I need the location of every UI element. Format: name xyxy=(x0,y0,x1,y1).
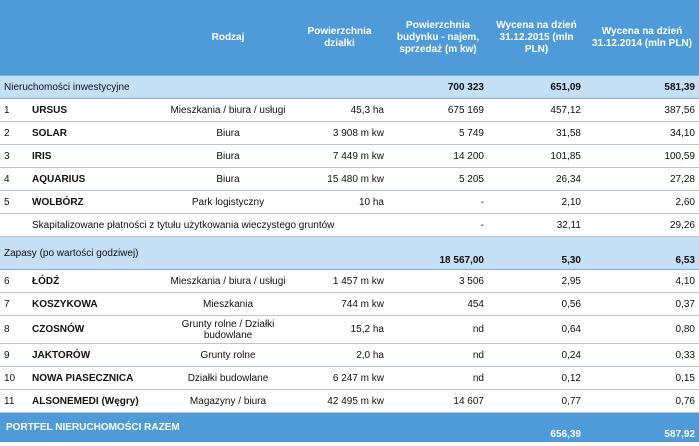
row-dzialka: 7 449 m kw xyxy=(291,145,388,168)
row-number: 5 xyxy=(0,191,28,214)
section-zapasy xyxy=(0,237,699,270)
row-rodzaj: Biura xyxy=(165,145,291,168)
table-row xyxy=(0,191,699,214)
row-number: 10 xyxy=(0,367,28,390)
header-rodzaj: Rodzaj xyxy=(165,0,291,76)
row-w2014: 0,33 xyxy=(585,344,699,367)
table-row xyxy=(0,168,699,191)
row-budynek: - xyxy=(388,191,488,214)
table-row xyxy=(0,99,699,122)
row-dzialka: 10 ha xyxy=(291,191,388,214)
row-name: IRIS xyxy=(28,145,165,168)
row-w2015: 0,77 xyxy=(488,390,585,413)
section-investment-budynek: 700 323 xyxy=(388,76,488,99)
row-w2014: 34,10 xyxy=(585,122,699,145)
row-rodzaj: Mieszkania xyxy=(165,293,291,316)
section-investment-w2015: 651,09 xyxy=(488,76,585,99)
row-budynek: 14 200 xyxy=(388,145,488,168)
section-investment-label: Nieruchomości inwestycyjne xyxy=(0,76,388,99)
header-pow-budynku: Powierzchnia budynku - najem, sprzedaż (m kw) xyxy=(388,0,488,76)
row-rodzaj: Działki budowlane xyxy=(165,367,291,390)
row-dzialka: 2,0 ha xyxy=(291,344,388,367)
header-wycena-2015: Wycena na dzień 31.12.2015 (mln PLN) xyxy=(488,0,585,76)
row-dzialka: 1 457 m kw xyxy=(291,270,388,293)
skap-budynek: - xyxy=(388,214,488,237)
row-rodzaj: Park logistyczny xyxy=(165,191,291,214)
row-rodzaj: Biura xyxy=(165,168,291,191)
row-w2015: 101,85 xyxy=(488,145,585,168)
section-investment xyxy=(0,76,699,99)
header-pow-dzialki: Powierzchnia działki xyxy=(291,0,388,76)
footer-w2014: 587,92 xyxy=(585,413,699,443)
row-rodzaj: Mieszkania / biura / usługi xyxy=(165,270,291,293)
table-header xyxy=(0,0,699,76)
row-dzialka: 15 480 m kw xyxy=(291,168,388,191)
row-name: SOLAR xyxy=(28,122,165,145)
row-rodzaj: Mieszkania / biura / usługi xyxy=(165,99,291,122)
row-number: 8 xyxy=(0,316,28,344)
row-name: ŁÓDŹ xyxy=(28,270,165,293)
row-budynek: 5 749 xyxy=(388,122,488,145)
row-number: 11 xyxy=(0,390,28,413)
row-w2014: 27,28 xyxy=(585,168,699,191)
row-budynek: 14 607 xyxy=(388,390,488,413)
row-dzialka: 15,2 ha xyxy=(291,316,388,344)
section-investment-w2014: 581,39 xyxy=(585,76,699,99)
investment-rows xyxy=(0,99,699,214)
row-name: WOLBÓRZ xyxy=(28,191,165,214)
row-budynek: nd xyxy=(388,344,488,367)
row-w2015: 0,12 xyxy=(488,367,585,390)
row-name: ALSONEMEDI (Węgry) xyxy=(28,390,165,413)
row-number: 3 xyxy=(0,145,28,168)
row-number: 9 xyxy=(0,344,28,367)
footer-w2015: 656,39 xyxy=(488,413,585,443)
header-wycena-2014: Wycena na dzień 31.12.2014 (mln PLN) xyxy=(585,0,699,76)
table-row xyxy=(0,316,699,344)
row-number: 7 xyxy=(0,293,28,316)
row-dzialka: 45,3 ha xyxy=(291,99,388,122)
section-zapasy-empty xyxy=(165,237,291,270)
row-w2014: 100,59 xyxy=(585,145,699,168)
table-row xyxy=(0,122,699,145)
row-rodzaj: Magazyny / biura xyxy=(165,390,291,413)
table-row xyxy=(0,367,699,390)
row-name: URSUS xyxy=(28,99,165,122)
row-budynek: 675 169 xyxy=(388,99,488,122)
row-budynek: nd xyxy=(388,367,488,390)
row-budynek: 3 506 xyxy=(388,270,488,293)
row-rodzaj: Grunty rolne / Działki budowlane xyxy=(165,316,291,344)
section-zapasy-label: Zapasy (po wartości godziwej) xyxy=(0,237,165,270)
row-w2015: 31,58 xyxy=(488,122,585,145)
row-w2015: 0,64 xyxy=(488,316,585,344)
skap-w2015: 32,11 xyxy=(488,214,585,237)
row-name: CZOSNÓW xyxy=(28,316,165,344)
table-row xyxy=(0,344,699,367)
row-number: 1 xyxy=(0,99,28,122)
table-row xyxy=(0,270,699,293)
row-w2015: 2,10 xyxy=(488,191,585,214)
row-no xyxy=(0,214,28,237)
skap-label: Skapitalizowane płatności z tytułu użytkowania wieczystego gruntów xyxy=(28,214,388,237)
row-name: AQUARIUS xyxy=(28,168,165,191)
table-row-skapitalizowane xyxy=(0,214,699,237)
section-zapasy-empty-2 xyxy=(291,237,388,270)
table-row xyxy=(0,390,699,413)
header-empty-2 xyxy=(28,0,165,76)
row-w2015: 26,34 xyxy=(488,168,585,191)
row-w2015: 0,56 xyxy=(488,293,585,316)
table-row xyxy=(0,293,699,316)
row-name: KOSZYKOWA xyxy=(28,293,165,316)
footer-label: PORTFEL NIERUCHOMOŚCI RAZEM xyxy=(0,413,291,443)
section-zapasy-budynek: 18 567,00 xyxy=(388,237,488,270)
inventory-rows xyxy=(0,270,699,413)
row-dzialka: 42 495 m kw xyxy=(291,390,388,413)
header-empty xyxy=(0,0,28,76)
skap-w2014: 29,26 xyxy=(585,214,699,237)
row-w2014: 0,15 xyxy=(585,367,699,390)
row-rodzaj: Biura xyxy=(165,122,291,145)
row-w2014: 2,60 xyxy=(585,191,699,214)
row-number: 6 xyxy=(0,270,28,293)
row-budynek: 454 xyxy=(388,293,488,316)
row-w2014: 4,10 xyxy=(585,270,699,293)
row-w2014: 387,56 xyxy=(585,99,699,122)
row-budynek: 5 205 xyxy=(388,168,488,191)
row-w2014: 0,80 xyxy=(585,316,699,344)
row-w2015: 0,24 xyxy=(488,344,585,367)
footer-total xyxy=(0,413,699,443)
row-budynek: nd xyxy=(388,316,488,344)
section-zapasy-w2014: 6,53 xyxy=(585,237,699,270)
footer-empty xyxy=(291,413,388,443)
row-rodzaj: Grunty rolne xyxy=(165,344,291,367)
footer-empty-2 xyxy=(388,413,488,443)
row-dzialka: 744 m kw xyxy=(291,293,388,316)
row-dzialka: 3 908 m kw xyxy=(291,122,388,145)
row-w2014: 0,37 xyxy=(585,293,699,316)
row-name: NOWA PIASECZNICA xyxy=(28,367,165,390)
row-w2015: 2,95 xyxy=(488,270,585,293)
row-name: JAKTORÓW xyxy=(28,344,165,367)
row-number: 2 xyxy=(0,122,28,145)
row-dzialka: 6 247 m kw xyxy=(291,367,388,390)
row-w2015: 457,12 xyxy=(488,99,585,122)
row-w2014: 0,76 xyxy=(585,390,699,413)
section-zapasy-w2015: 5,30 xyxy=(488,237,585,270)
row-number: 4 xyxy=(0,168,28,191)
table-row xyxy=(0,145,699,168)
